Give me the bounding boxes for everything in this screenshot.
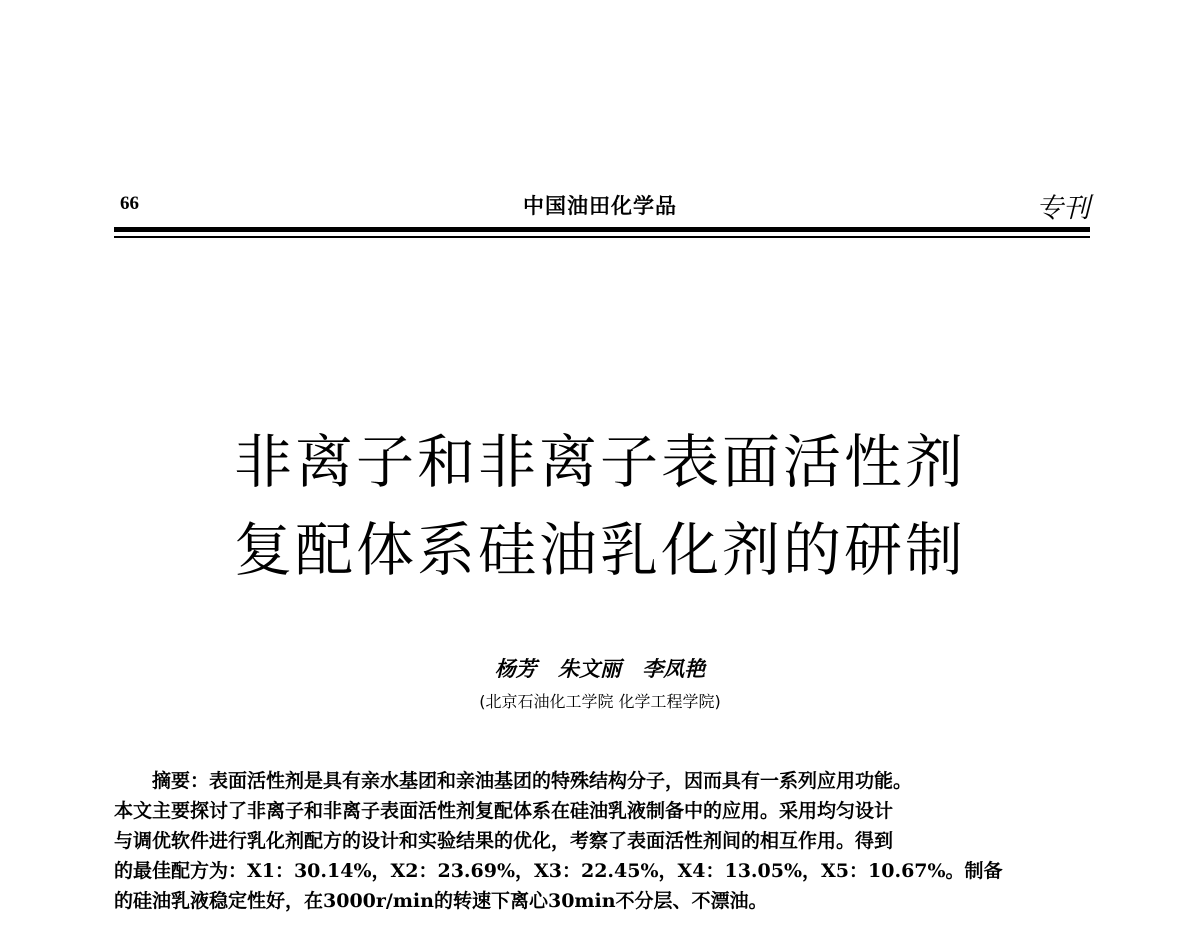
abstract [114,766,1092,916]
abstract-line-5: 的硅油乳液稳定性好，在3000r/min的转速下离心30min不分层、不漂油。 [114,890,768,912]
journal-name: 中国油田化学品 [523,194,677,218]
abstract-line-4: 的最佳配方为：X1：30.14%，X2：23.69%，X3：22.45%，X4：13.05%，X5：10.67%。制备 [114,860,1003,882]
affiliation: (北京石油化工学院 化学工程学院) [479,692,721,711]
title-line-2: 复配体系硅油乳化剂的研制 [233,516,966,584]
authors: 杨芳 朱文丽 李凤艳 [494,656,706,681]
header-rule-thin [114,236,1090,238]
article-title [0,418,1200,594]
title-line-1: 非离子和非离子表面活性剂 [233,428,966,496]
abstract-line-2: 本文主要探讨了非离子和非离子表面活性剂复配体系在硅油乳液制备中的应用。采用均匀设计 [114,800,894,822]
abstract-line-3: 与调优软件进行乳化剂配方的设计和实验结果的优化，考察了表面活性剂间的相互作用。得到 [114,830,894,852]
abstract-line-1: 摘要：表面活性剂是具有亲水基团和亲油基团的特殊结构分子，因而具有一系列应用功能。 [152,770,913,792]
page-number: 66 [120,193,139,214]
issue-type: 专刊 [1036,193,1090,224]
header-rule-thick [114,227,1090,232]
